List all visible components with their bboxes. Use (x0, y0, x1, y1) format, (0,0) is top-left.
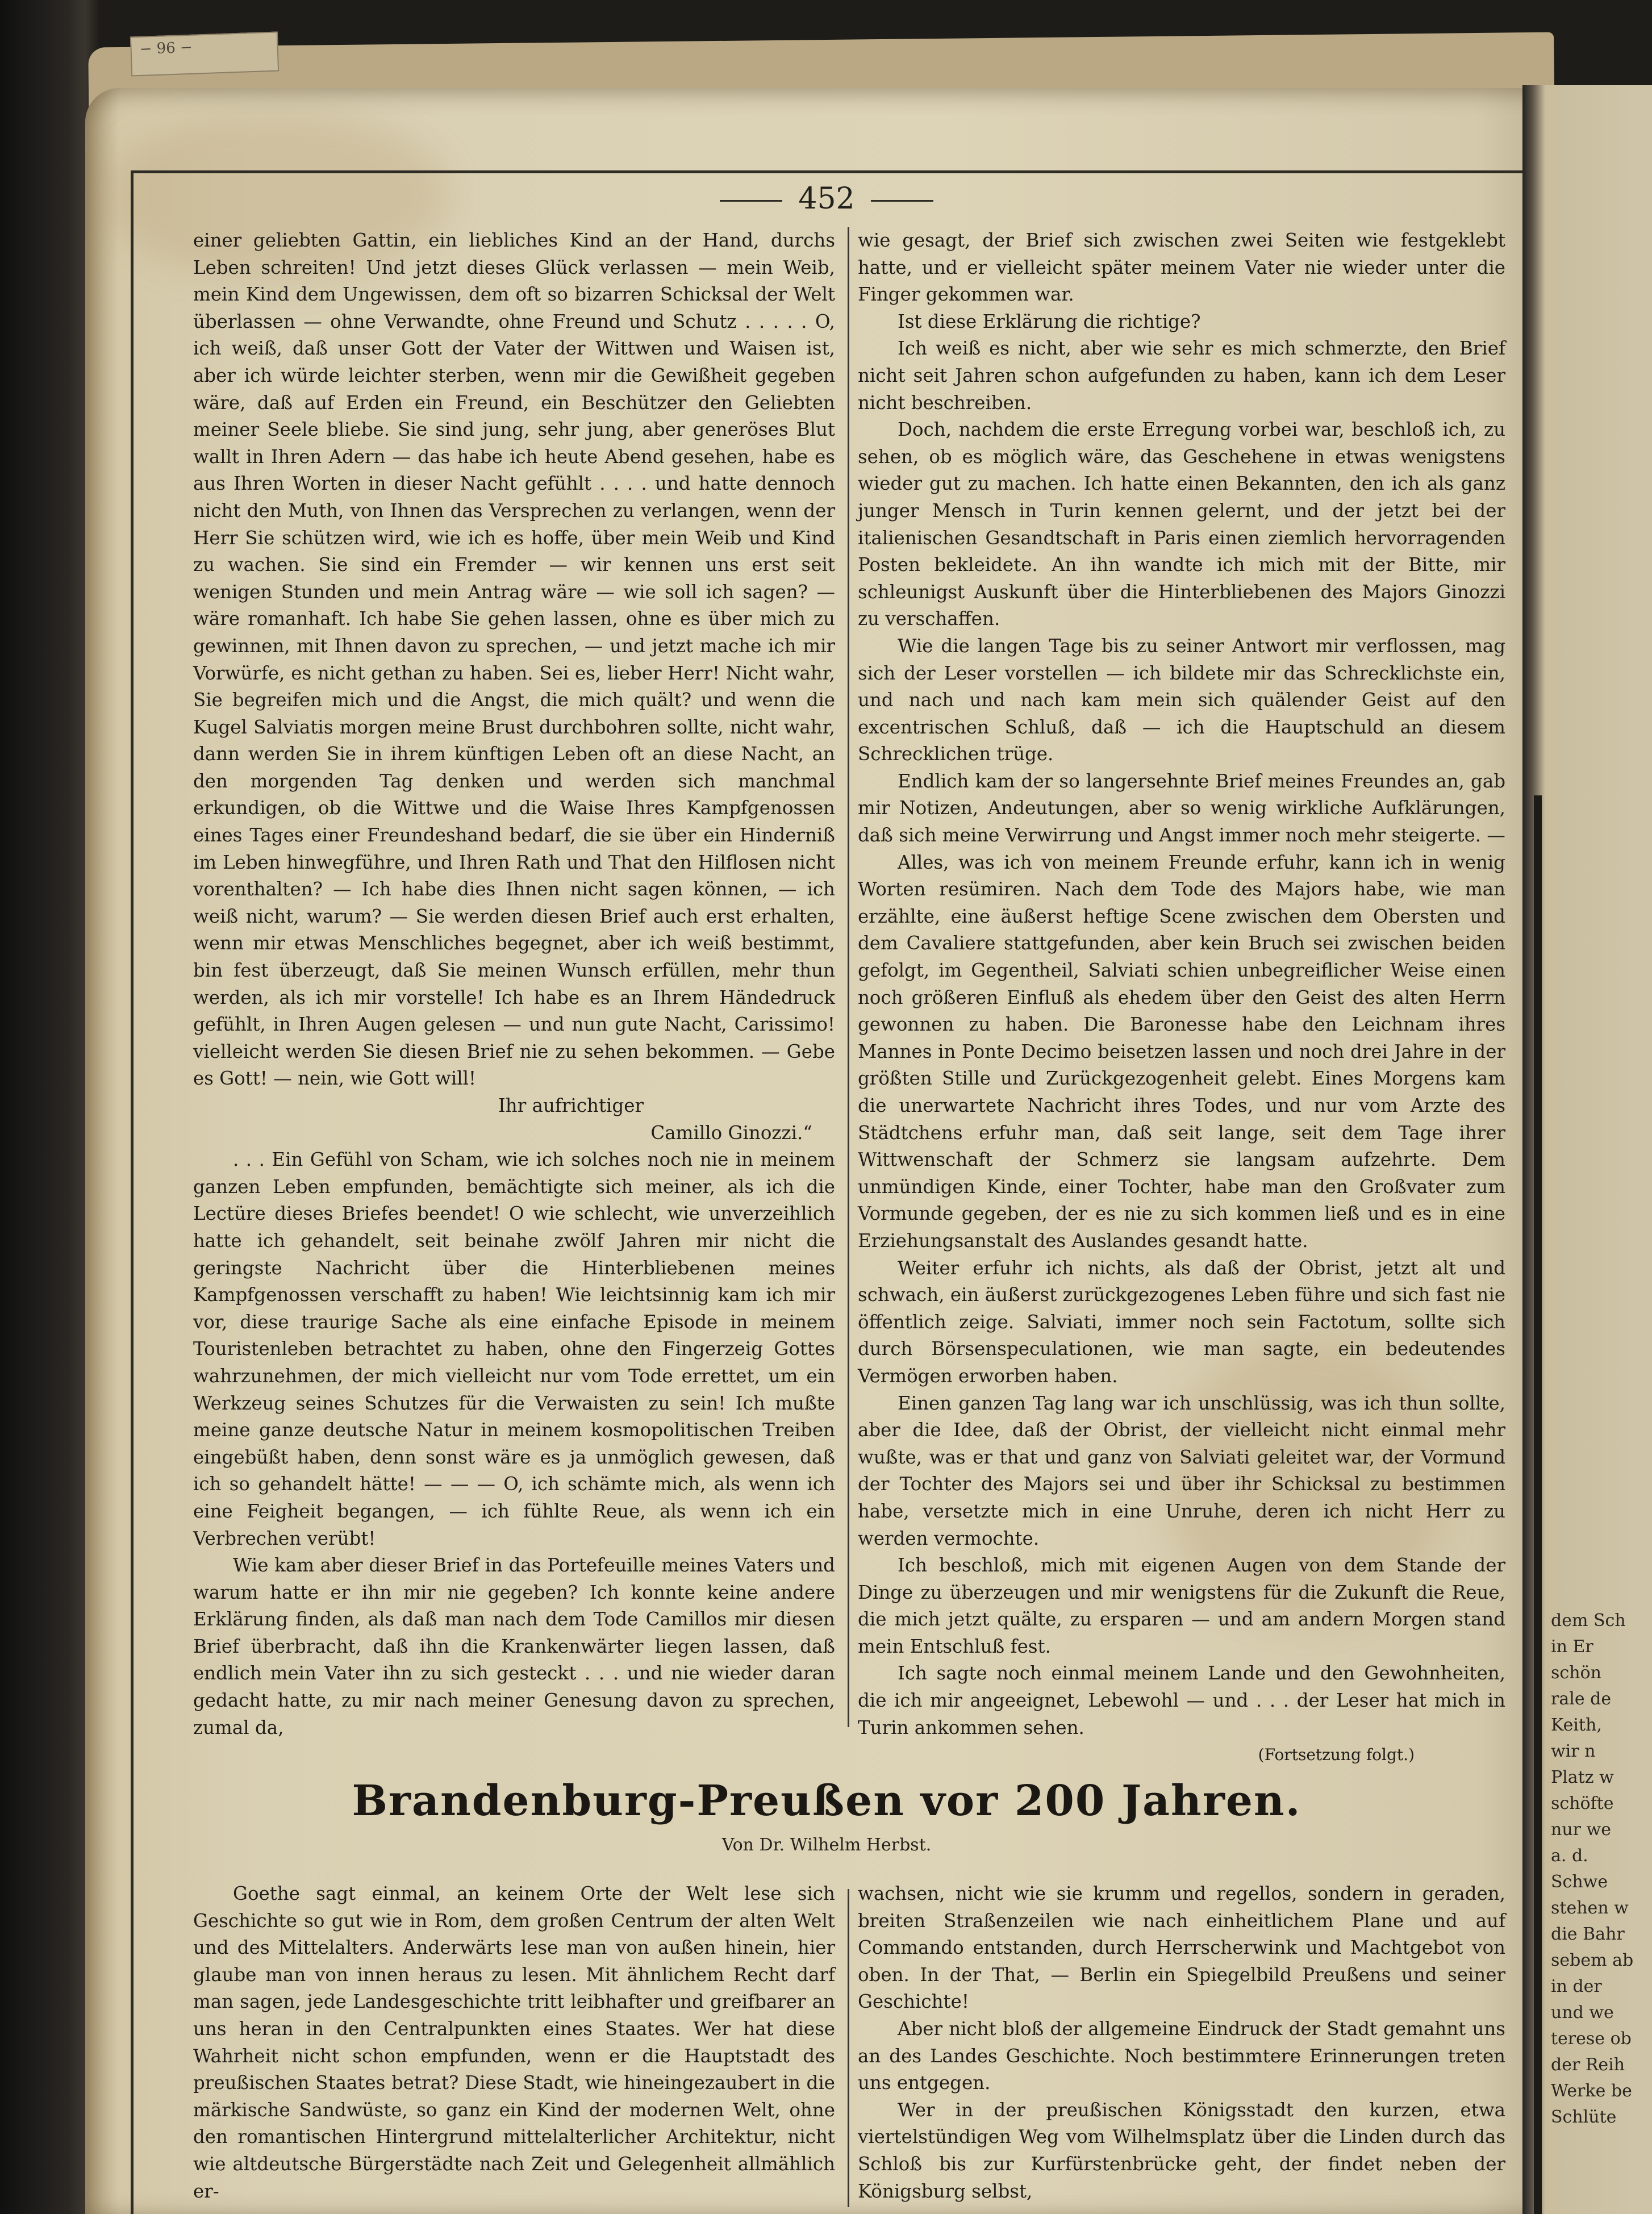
article-column-left (193, 1881, 835, 2205)
text-fragment: schöfte (1551, 1794, 1614, 1813)
article-column-right (858, 1881, 1505, 2205)
paragraph: Ist diese Erklärung die richtige? (898, 310, 1201, 332)
paragraph: Goethe sagt einmal, an keinem Orte der Welt lese sich Geschichte so gut wie in Rom, dem großen Centrum der alten Welt und des Mittelalters. Anderwärts lese man von außen hinein, hier glaube man von innen heraus zu lesen. Mit ähnlichem Recht darf man sagen, jede Landesgeschichte tritt leibhafter und greifbarer an uns heran in den Centralpunkten eines Staates. Wer hat diese Wahrheit nicht schon empfunden, wenn er die Hauptstadt des preußischen Staates betrat? Diese Stadt, wie hineingezaubert in die märkische Sandwüste, so ganz ein Kind der modernen Welt, ohne den romantischen Hintergrund mittelalterlicher Architektur, nicht wie altdeutsche Bürgerstädte nach Zeit und Gelegenheit allmählich er- (193, 1883, 835, 2202)
paragraph: Endlich kam der so langersehnte Brief meines Freundes an, gab mir Notizen, Andeutungen, aber so wenig wirkliche Aufklärungen, daß sich meine Verwirrung und Angst immer noch mehr steigerte. — (858, 770, 1505, 847)
paragraph: Einen ganzen Tag lang war ich unschlüssig, was ich thun sollte, aber die Idee, daß der Obrist, der vielleicht nicht einmal mehr wußte, was er that und ganz von Salviati geleitet war, der Vormund der Tochter des Majors sei und über ihr Schicksal zu bestimmen habe, versetzte mich in eine Unruhe, deren ich nicht Herr zu werden vermochte. (858, 1392, 1505, 1549)
story-column-right (858, 227, 1505, 1769)
text-fragment: sebem ab (1551, 1950, 1634, 1970)
paragraph: Doch, nachdem die erste Erregung vorbei war, beschloß ich, zu sehen, ob es möglich wäre, das Geschehene in etwas wenigstens wieder gut zu machen. Ich hatte einen Bekannten, den ich als ganz junger Mensch in Turin kennen gelernt, und der jetzt bei der italienischen Gesandtschaft in Paris einen ziemlich hervorragenden Posten bekleidete. An ihn wandte ich mich mit der Bitte, mir schleunigst Auskunft über die Hinterbliebenen des Majors Ginozzi zu verschaffen. (858, 419, 1505, 630)
paragraph: . . . Ein Gefühl von Scham, wie ich solches noch nie in meinem ganzen Leben empfunden, bemächtigte sich meiner, als ich die Lectüre dieses Briefes beendet! O wie schlecht, wie unverzeihlich hatte ich gehandelt, seit beinahe zwölf Jahren mir nicht die geringste Nachricht über die Hinterbliebenen meines Kampfgenossen verschafft zu haben! Wie leichtsinnig kam ich mir vor, diese traurige Sache als eine einfache Episode in meinem Touristenleben betrachtet zu haben, ohne den Fingerzeig Gottes wahrzunehmen, der mich vielleicht nur vom Tode errettet, um ein Werkzeug seines Schutzes für die Verwaisten zu sein! Ich mußte meine ganze deutsche Natur in meinem kosmopolitischen Treiben eingebüßt haben, denn sonst wäre es ja unmöglich gewesen, daß ich so gehandelt hätte! — — — O, ich schämte mich, als wenn ich eine Feigheit begangen, — ich fühlte Reue, als wenn ich ein Verbrechen verübt! (193, 1149, 835, 1549)
text-fragment: nur we (1551, 1820, 1611, 1840)
page-sheet (85, 88, 1568, 2214)
story-column-left (193, 227, 835, 1741)
paragraph: Wie die langen Tage bis zu seiner Antwort mir verflossen, mag sich der Leser vorstellen — ich bildete mir das Schrecklichste ein, und nach und nach kam mein sich quälender Geist auf den excentrischen Schluß, daß — ich die Hauptschuld an diesem Schrecklichen trüge. (858, 635, 1505, 765)
facing-page-text (1551, 1608, 1652, 2130)
text-fragment: Schwe (1551, 1872, 1608, 1892)
column-rule (848, 1889, 849, 2207)
page-number: 452 (85, 182, 1568, 216)
letter-signature: Camillo Ginozzi.“ (650, 1121, 812, 1144)
binding-label-scrap: − 96 − (130, 31, 279, 76)
paragraph: Aber nicht bloß der allgemeine Eindruck der Stadt gemahnt uns an des Landes Geschichte. Noch bestimmtere Erinnerungen treten uns entgegen. (858, 2017, 1505, 2094)
gutter-shadow (1534, 795, 1542, 2214)
paragraph: Weiter erfuhr ich nichts, als daß der Obrist, jetzt alt und schwach, ein äußerst zurückgezogenes Leben führe und sich fast nie öffentlich zeige. Salviati, immer noch sein Factotum, sollte sich durch Börsenspeculationen, wie man sagte, ein bedeutendes Vermögen erworben haben. (858, 1257, 1505, 1387)
paragraph: Ich weiß es nicht, aber wie sehr es mich schmerzte, den Brief nicht seit Jahren schon aufgefunden zu haben, kann ich dem Leser nicht beschreiben. (858, 337, 1505, 414)
text-fragment: der Reih (1551, 2055, 1625, 2075)
paragraph: Alles, was ich von meinem Freunde erfuhr, kann ich in wenig Worten resümiren. Nach dem Tode des Majors habe, wie man erzählte, eine äußerst heftige Scene zwischen dem Obersten und dem Cavaliere stattgefunden, aber kein Bruch sei zwischen beiden gefolgt, im Gegentheil, Salviati schien unbegreiflicher Weise einen noch größeren Einfluß als ehedem über den Geist des alten Herrn gewonnen zu haben. Die Baronesse habe den Leichnam ihres Mannes in Ponte Decimo beisetzen lassen und noch drei Jahre in der größten Stille und Zurückgezogenheit gelebt. Eines Morgens kam die unerwartete Nachricht ihres Todes, und nur vom Arzte des Städtchens erfuhr man, daß seit lange, seit dem Tage ihrer Wittwenschaft der Schmerz sie langsam aufzehrte. Dem unmündigen Kinde, einer Tochter, habe man den Großvater zum Vormunde gegeben, der es nie zu sich kommen ließ und es in eine Erziehungsanstalt des Auslandes gesandt hatte. (858, 851, 1505, 1252)
text-fragment: schön (1551, 1663, 1601, 1683)
letter-closing: Ihr aufrichtiger (498, 1095, 644, 1116)
column-rule (848, 227, 849, 1727)
text-fragment: stehen w (1551, 1898, 1629, 1918)
article-byline: Von Dr. Wilhelm Herbst. (721, 1835, 932, 1855)
text-fragment: Platz w (1551, 1767, 1614, 1787)
text-fragment: dem Sch (1551, 1611, 1626, 1631)
text-fragment: die Bahr (1551, 1924, 1625, 1944)
text-fragment: Keith, (1551, 1715, 1602, 1735)
text-fragment: rale de (1551, 1689, 1612, 1709)
paragraph: wie gesagt, der Brief sich zwischen zwei Seiten wie festgeklebt hatte, und er vielleicht später meinem Vater nie wieder unter die Finger gekommen war. (858, 230, 1505, 306)
text-fragment: und we (1551, 2003, 1614, 2023)
article-title: Brandenburg-Preußen vor 200 Jahren. (352, 1777, 1301, 1825)
paragraph: Wie kam aber dieser Brief in das Portefeuille meines Vaters und warum hatte er ihn mir nie gegeben? Ich konnte keine andere Erklärung finden, als daß man nach dem Tode Camillos mir diesen Brief überbracht, daß ihn die Krankenwärter liegen lassen, daß endlich mein Vater ihn zu sich gesteckt . . . und nie wieder daran gedacht hatte, zu mir nach meiner Genesung davon zu sprechen, zumal da, (193, 1554, 835, 1738)
text-fragment: in Er (1551, 1637, 1593, 1657)
paragraph: Ich beschloß, mich mit eigenen Augen von dem Stande der Dinge zu überzeugen und mir wenigstens für die Zukunft die Reue, die mich jetzt quälte, zu ersparen — und am andern Morgen stand mein Entschluß fest. (858, 1554, 1505, 1657)
text-fragment: a. d. (1551, 1846, 1588, 1866)
paragraph: Wer in der preußischen Königsstadt den kurzen, etwa viertelstündigen Weg vom Wilhelmsplatz über die Linden durch das Schloß bis zur Kurfürstenbrücke geht, der findet neben der Königsburg selbst, (858, 2099, 1505, 2202)
continuation-note: (Fortsetzung folgt.) (1258, 1745, 1415, 1765)
paragraph: wachsen, nicht wie sie krumm und regellos, sondern in geraden, breiten Straßenzeilen wie nach einheitlichem Plane und auf Commando entstanden, durch Herrscherwink und Machtgebot von oben. In der That, — Berlin ein Spiegelbild Preußens und seiner Geschichte! (858, 1883, 1505, 2013)
text-fragment: Schlüte (1551, 2107, 1617, 2127)
text-fragment: Werke be (1551, 2081, 1632, 2101)
paragraph: einer geliebten Gattin, ein liebliches Kind an der Hand, durchs Leben schreiten! Und jetzt dieses Glück verlassen — mein Weib, mein Kind dem Ungewissen, dem oft so bizarren Schicksal der Welt überlassen — ohne Verwandte, ohne Freund und Schutz . . . . . O, ich weiß, daß unser Gott der Vater der Wittwen und Waisen ist, aber ich würde leichter sterben, wenn mir die Gewißheit gegeben wäre, daß auf Erden ein Freund, ein Beschützer den Geliebten meiner Seele bliebe. Sie sind jung, sehr jung, aber generöses Blut wallt in Ihren Adern — das habe ich heute Abend gesehen, habe es aus Ihren Worten in dieser Nacht gefühlt . . . . und hatte dennoch nicht den Muth, von Ihnen das Versprechen zu verlangen, wenn der Herr Sie schützen wird, wie ich es hoffe, über mein Weib und Kind zu wachen. Sie sind ein Fremder — wir kennen uns erst seit wenigen Stunden und mein Antrag wäre — wie soll ich sagen? — wäre romanhaft. Ich habe Sie gehen lassen, ohne es über mich zu gewinnen, mit Ihnen davon zu sprechen, — und jetzt mache ich mir Vorwürfe, es nicht gethan zu haben. Sei es, lieber Herr! Nicht wahr, Sie begreifen mich und die Angst, die mich quält? und wenn die Kugel Salviatis morgen meine Brust durchbohren sollte, nicht wahr, dann werden Sie in ihrem künftigen Leben oft an diese Nacht, an den morgenden Tag denken und werden sich manchmal erkundigen, ob die Wittwe und die Waise Ihres Kampfgenossen eines Tages einer Freundeshand bedarf, die sie über ein Hinderniß im Leben hinwegführe, und Ihren Rath und That den Hilflosen nicht vorenthalten? — Ich habe dies Ihnen nicht sagen können, — ich weiß nicht, warum? — Sie werden diesen Brief auch erst erhalten, wenn mir etwas Menschliches begegnet, aber ich weiß bestimmt, bin fest überzeugt, daß Sie meinen Wunsch erfüllen, mehr thun werden, als ich mir vorstelle! Ich habe es an Ihrem Händedruck gefühlt, in Ihren Augen gelesen — und nun gute Nacht, Carissimo! vielleicht werden Sie diesen Brief nie zu sehen bekommen. — Gebe es Gott! — nein, wie Gott will! (193, 230, 835, 1090)
text-fragment: wir n (1551, 1741, 1596, 1761)
text-fragment: terese ob (1551, 2029, 1632, 2049)
text-fragment: in der (1551, 1977, 1602, 1996)
paragraph: Ich sagte noch einmal meinem Lande und den Gewohnheiten, die ich mir angeeignet, Lebewohl — und . . . der Leser hat mich in Turin ankommen sehen. (858, 1662, 1505, 1738)
